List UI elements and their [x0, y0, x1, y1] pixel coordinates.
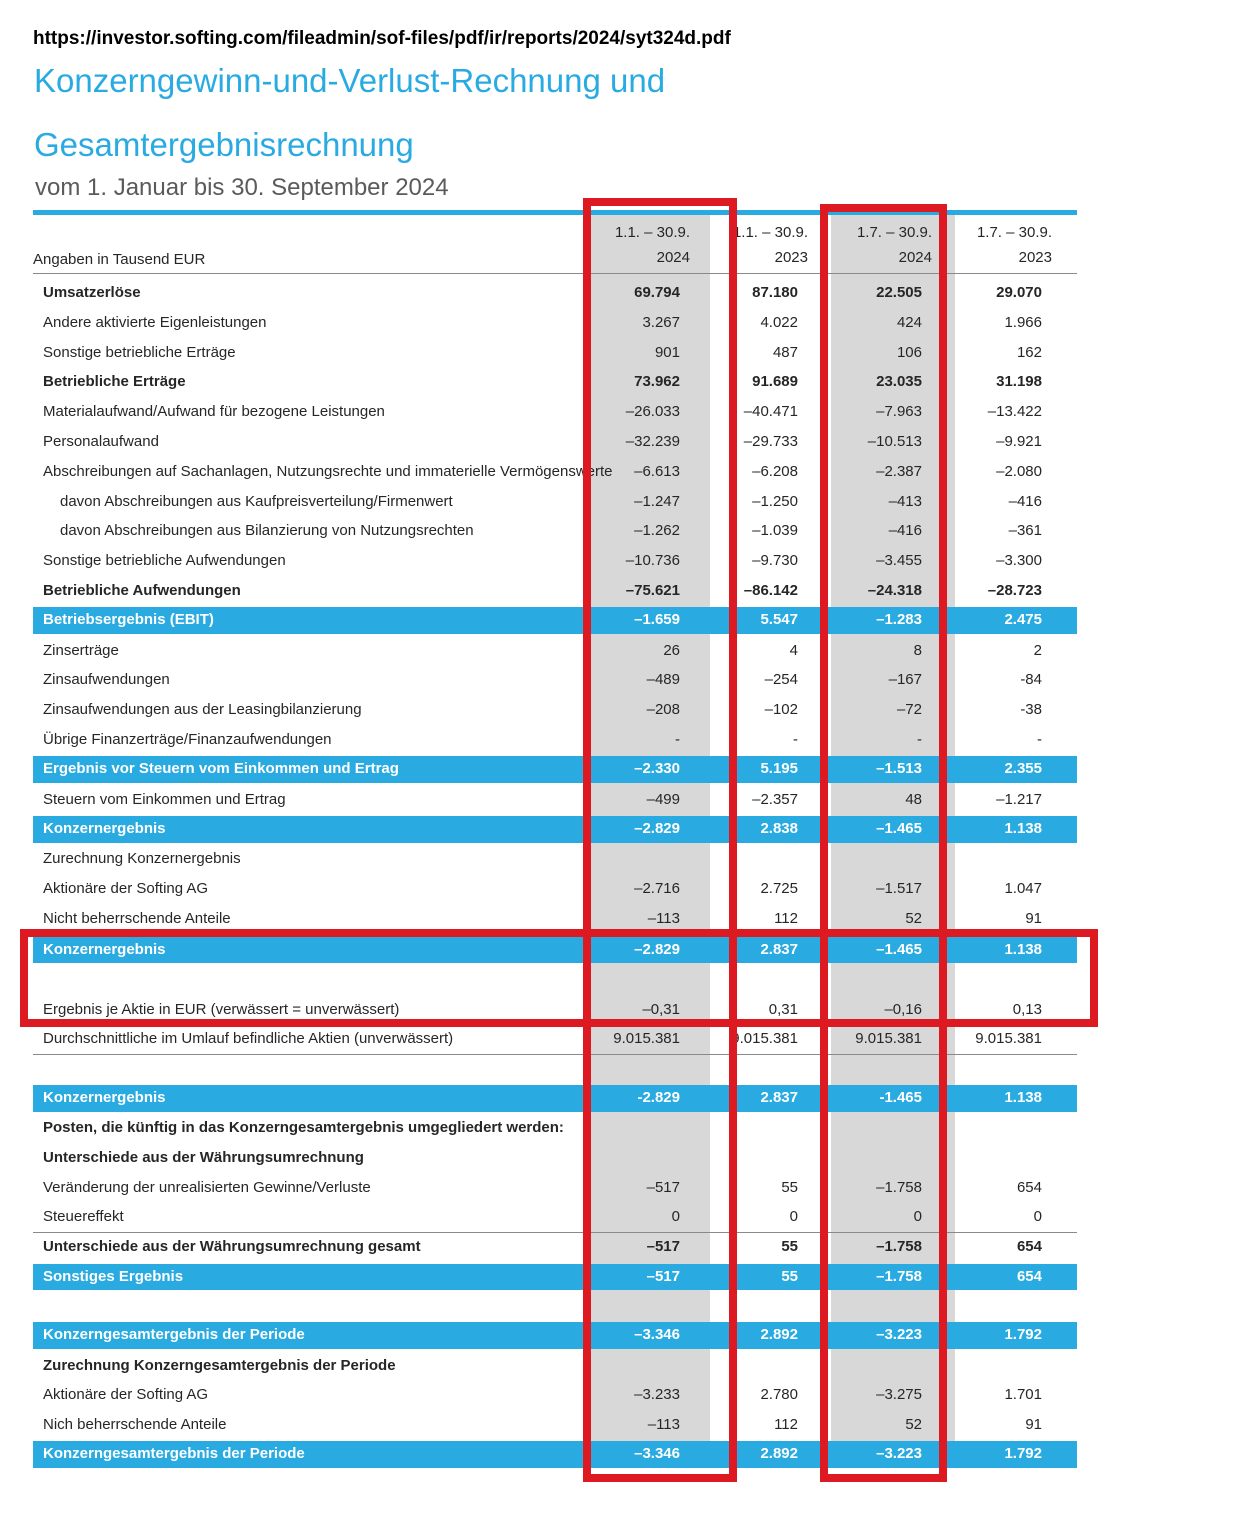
- highlight-row: [33, 1322, 1077, 1349]
- value-cell: –3.223: [876, 1326, 922, 1344]
- value-cell: –24.318: [867, 581, 922, 599]
- value-cell: 9.015.381: [855, 1030, 922, 1048]
- value-cell: –0,31: [642, 1000, 680, 1018]
- value-cell: [922, 1351, 1042, 1381]
- row-end-padding: [1042, 785, 1067, 815]
- value-cell: [543, 844, 680, 874]
- value-cell: 0: [913, 1208, 922, 1226]
- value-cell: -: [793, 730, 798, 748]
- value-cell: –1.262: [634, 522, 680, 540]
- table-row: [33, 487, 1077, 517]
- row-end-padding: [1042, 937, 1067, 964]
- value-cell: –1.758: [876, 1267, 922, 1285]
- unit-label: Angaben in Tausend EUR: [33, 251, 206, 268]
- value-cell: –1.758: [876, 1178, 922, 1196]
- value-cell: –1.513: [876, 760, 922, 778]
- highlight-row: [33, 1264, 1077, 1291]
- value-cell: 22.505: [876, 284, 922, 301]
- row-label: Betriebliche Aufwendungen: [43, 581, 241, 599]
- value-cell: 91: [1025, 909, 1042, 927]
- value-cell: 55: [781, 1267, 798, 1285]
- value-cell: 23.035: [876, 373, 922, 391]
- table-row: [33, 1351, 1077, 1381]
- section-gap: [33, 1292, 1077, 1321]
- value-cell: 2.780: [760, 1386, 798, 1404]
- row-label: Sonstige betriebliche Erträge: [43, 343, 236, 361]
- value-cell: 0,13: [1012, 1000, 1042, 1018]
- value-cell: –7.963: [876, 403, 922, 421]
- value-cell: 1.138: [1004, 819, 1042, 837]
- value-cell: –32.239: [625, 432, 680, 450]
- value-cell: [798, 1143, 922, 1173]
- value-cell: [798, 965, 922, 995]
- row-label: Zinserträge: [43, 641, 119, 659]
- value-cell: 424: [896, 313, 922, 331]
- row-end-padding: [1042, 874, 1067, 904]
- value-cell: -: [675, 730, 680, 748]
- table-row: [33, 338, 1077, 368]
- table-row: [33, 665, 1077, 695]
- value-cell: –113: [647, 909, 680, 927]
- value-cell: 26: [663, 641, 680, 659]
- column-year: 2024: [656, 249, 690, 266]
- row-end-padding: [1042, 904, 1067, 934]
- table-row: [33, 1143, 1077, 1173]
- table-row: [33, 576, 1077, 606]
- highlight-row: [33, 1085, 1077, 1112]
- value-cell: 52: [905, 909, 922, 927]
- value-cell: 654: [1016, 1267, 1042, 1285]
- row-end-padding: [1042, 816, 1067, 843]
- row-label: Konzernergebnis: [43, 940, 166, 958]
- value-cell: 9.015.381: [975, 1030, 1042, 1048]
- row-end-padding: [1042, 844, 1067, 874]
- value-cell: [680, 1351, 798, 1381]
- row-label: Steuereffekt: [43, 1208, 124, 1226]
- row-end-padding: [1042, 1202, 1067, 1232]
- value-cell: –167: [888, 671, 922, 689]
- value-cell: –517: [646, 1238, 680, 1256]
- value-cell: 31.198: [996, 373, 1042, 391]
- value-cell: [680, 1143, 798, 1173]
- value-cell: –1.465: [876, 819, 922, 837]
- value-cell: 1.792: [1004, 1326, 1042, 1344]
- value-cell: –3.233: [634, 1386, 680, 1404]
- value-cell: –254: [764, 671, 798, 689]
- value-cell: –75.621: [625, 581, 680, 599]
- table-row: [33, 397, 1077, 427]
- value-cell: 2.475: [1004, 611, 1042, 629]
- row-label: Materialaufwand/Aufwand für bezogene Leistungen: [43, 403, 385, 421]
- row-end-padding: [1042, 1113, 1067, 1143]
- value-cell: –10.736: [625, 552, 680, 570]
- table-row: [33, 308, 1077, 338]
- row-end-padding: [1042, 1024, 1067, 1054]
- value-cell: –416: [1008, 492, 1042, 510]
- highlight-row: [33, 937, 1077, 964]
- section-gap: [33, 1054, 1077, 1083]
- value-cell: 654: [1016, 1238, 1042, 1256]
- table-row: [33, 278, 1077, 308]
- value-cell: 91.689: [752, 373, 798, 391]
- column-period: 1.7. – 30.9.: [856, 224, 932, 241]
- row-end-padding: [1042, 1232, 1067, 1262]
- value-cell: 1.701: [1004, 1386, 1042, 1404]
- income-statement-table: [33, 210, 1077, 1470]
- value-cell: 3.267: [642, 313, 680, 331]
- value-cell: [680, 1113, 798, 1143]
- row-label: Personalaufwand: [43, 432, 159, 450]
- row-end-padding: [1042, 546, 1067, 576]
- table-row: [33, 1232, 1077, 1262]
- value-cell: 0: [1033, 1208, 1042, 1226]
- row-label: Konzerngesamtergebnis der Periode: [43, 1326, 305, 1344]
- table-row: [33, 725, 1077, 755]
- column-header-9m-2024: [543, 220, 690, 270]
- row-label: [33, 965, 543, 995]
- row-end-padding: [1042, 1410, 1067, 1440]
- row-end-padding: [1042, 308, 1067, 338]
- row-end-padding: [1042, 367, 1067, 397]
- row-end-padding: [1042, 1351, 1067, 1381]
- value-cell: –102: [764, 701, 798, 719]
- value-cell: –208: [646, 701, 680, 719]
- value-cell: 9.015.381: [731, 1030, 798, 1048]
- value-cell: 487: [772, 343, 798, 361]
- row-end-padding: [1042, 457, 1067, 487]
- row-end-padding: [1042, 695, 1067, 725]
- value-cell: –113: [647, 1416, 680, 1434]
- value-cell: [922, 1143, 1042, 1173]
- value-cell: [543, 1351, 680, 1381]
- value-cell: 2.837: [760, 940, 798, 958]
- value-cell: –2.357: [752, 790, 798, 808]
- table-row: [33, 1113, 1077, 1143]
- row-end-padding: [1042, 756, 1067, 783]
- page-title-line-2: Gesamtergebnisrechnung: [34, 126, 414, 163]
- value-cell: 8: [913, 641, 922, 659]
- source-url: https://investor.softing.com/fileadmin/sof-files/pdf/ir/reports/2024/syt324d.pdf: [33, 28, 731, 49]
- value-cell: 2.838: [760, 819, 798, 837]
- row-end-padding: [1042, 1085, 1067, 1112]
- value-cell: [543, 1113, 680, 1143]
- value-cell: 55: [781, 1238, 798, 1256]
- column-period: 1.1. – 30.9.: [732, 224, 808, 241]
- row-label: Sonstiges Ergebnis: [43, 1267, 184, 1285]
- row-label: Zurechnung Konzernergebnis: [43, 850, 241, 868]
- row-label: Aktionäre der Softing AG: [43, 1386, 209, 1404]
- column-period: 1.1. – 30.9.: [614, 224, 690, 241]
- value-cell: –1.250: [752, 492, 798, 510]
- row-label: Ergebnis vor Steuern vom Einkommen und Ertrag: [43, 760, 399, 778]
- value-cell: –489: [646, 671, 680, 689]
- value-cell: 91: [1025, 1416, 1042, 1434]
- value-cell: 1.138: [1004, 940, 1042, 958]
- value-cell: 73.962: [634, 373, 680, 391]
- value-cell: –499: [646, 790, 680, 808]
- value-cell: –1.039: [752, 522, 798, 540]
- value-cell: -: [917, 730, 922, 748]
- value-cell: [798, 844, 922, 874]
- value-cell: –416: [888, 522, 922, 540]
- value-cell: 162: [1016, 343, 1042, 361]
- value-cell: [543, 1143, 680, 1173]
- value-cell: –2.829: [634, 819, 680, 837]
- value-cell: 29.070: [996, 284, 1042, 301]
- value-cell: –1.247: [634, 492, 680, 510]
- row-end-padding: [1042, 607, 1067, 634]
- value-cell: –517: [646, 1178, 680, 1196]
- column-header-q3-2024: [808, 220, 932, 270]
- row-end-padding: [1042, 487, 1067, 517]
- value-cell: 4: [789, 641, 798, 659]
- row-label: Nicht beherrschende Anteile: [43, 909, 231, 927]
- table-row: [33, 1202, 1077, 1232]
- row-label: Konzernergebnis: [43, 1088, 166, 1106]
- value-cell: [680, 844, 798, 874]
- value-cell: –2.716: [634, 879, 680, 897]
- value-cell: [922, 1113, 1042, 1143]
- value-cell: -: [1037, 730, 1042, 748]
- value-cell: -1.465: [879, 1088, 922, 1106]
- value-cell: 2: [1033, 641, 1042, 659]
- value-cell: –3.300: [996, 552, 1042, 570]
- column-period: 1.7. – 30.9.: [976, 224, 1052, 241]
- row-label: Umsatzerlöse: [43, 284, 141, 301]
- row-end-padding: [1042, 338, 1067, 368]
- value-cell: –2.829: [634, 940, 680, 958]
- value-cell: 69.794: [634, 284, 680, 301]
- row-label: Aktionäre der Softing AG: [43, 879, 209, 897]
- table-row: [33, 367, 1077, 397]
- value-cell: 2.837: [760, 1088, 798, 1106]
- row-label: Durchschnittliche im Umlauf befindliche Aktien (unverwässert): [43, 1030, 454, 1048]
- value-cell: –13.422: [987, 403, 1042, 421]
- value-cell: 2.892: [760, 1445, 798, 1463]
- table-row: [33, 1024, 1077, 1054]
- row-end-padding: [1042, 665, 1067, 695]
- value-cell: 1.138: [1004, 1088, 1042, 1106]
- row-label: Sonstige betriebliche Aufwendungen: [43, 552, 286, 570]
- value-cell: –1.465: [876, 940, 922, 958]
- table-row: [33, 874, 1077, 904]
- value-cell: –9.921: [996, 432, 1042, 450]
- value-cell: –10.513: [867, 432, 922, 450]
- value-cell: [922, 844, 1042, 874]
- value-cell: –28.723: [987, 581, 1042, 599]
- value-cell: –1.659: [634, 611, 680, 629]
- value-cell: 0: [671, 1208, 680, 1226]
- table-row: [33, 516, 1077, 546]
- table-row: [33, 427, 1077, 457]
- row-label: Ergebnis je Aktie in EUR (verwässert = unverwässert): [43, 1000, 400, 1018]
- value-cell: -38: [1020, 701, 1042, 719]
- column-year: 2023: [1018, 249, 1052, 266]
- value-cell: –26.033: [625, 403, 680, 421]
- table-row: [33, 995, 1077, 1025]
- row-label: Posten, die künftig in das Konzerngesamtergebnis umgegliedert werden:: [43, 1119, 564, 1137]
- value-cell: –9.730: [752, 552, 798, 570]
- value-cell: 112: [774, 909, 798, 927]
- value-cell: –1.283: [876, 611, 922, 629]
- row-end-padding: [1042, 397, 1067, 427]
- value-cell: [798, 1351, 922, 1381]
- highlight-row: [33, 756, 1077, 783]
- table-row: [33, 457, 1077, 487]
- row-end-padding: [1042, 636, 1067, 666]
- value-cell: –3.346: [634, 1445, 680, 1463]
- value-cell: –361: [1008, 522, 1042, 540]
- value-cell: 654: [1016, 1178, 1042, 1196]
- row-label: Übrige Finanzerträge/Finanzaufwendungen: [43, 730, 332, 748]
- row-end-padding: [1042, 576, 1067, 606]
- value-cell: [543, 965, 680, 995]
- value-cell: –2.330: [634, 760, 680, 778]
- table-row: [33, 844, 1077, 874]
- value-cell: –1.517: [876, 879, 922, 897]
- value-cell: 52: [905, 1416, 922, 1434]
- table-header: [33, 215, 1077, 274]
- value-cell: –40.471: [743, 403, 798, 421]
- row-end-padding: [1042, 516, 1067, 546]
- page-subtitle: vom 1. Januar bis 30. September 2024: [35, 174, 449, 201]
- value-cell: –3.275: [876, 1386, 922, 1404]
- row-end-padding: [1042, 1441, 1067, 1468]
- value-cell: 48: [905, 790, 922, 808]
- value-cell: 87.180: [752, 284, 798, 301]
- column-year: 2024: [898, 249, 932, 266]
- value-cell: –86.142: [743, 581, 798, 599]
- value-cell: –3.223: [876, 1445, 922, 1463]
- table-row: [33, 695, 1077, 725]
- value-cell: 112: [774, 1416, 798, 1434]
- row-label: Betriebsergebnis (EBIT): [43, 611, 214, 629]
- table-row: [33, 1173, 1077, 1203]
- value-cell: 4.022: [760, 313, 798, 331]
- table-body: [33, 278, 1077, 1468]
- value-cell: –3.455: [876, 552, 922, 570]
- value-cell: 9.015.381: [613, 1030, 680, 1048]
- highlight-row: [33, 816, 1077, 843]
- row-end-padding: [1042, 1143, 1067, 1173]
- table-row: [33, 965, 1077, 995]
- value-cell: –0,16: [884, 1000, 922, 1018]
- column-header-9m-2023: [690, 220, 808, 270]
- table-row: [33, 1410, 1077, 1440]
- value-cell: 901: [654, 343, 680, 361]
- value-cell: -84: [1020, 671, 1042, 689]
- value-cell: [922, 965, 1042, 995]
- value-cell: –413: [888, 492, 922, 510]
- value-cell: 1.792: [1004, 1445, 1042, 1463]
- value-cell: 2.725: [760, 879, 798, 897]
- value-cell: –29.733: [743, 432, 798, 450]
- value-cell: 0: [789, 1208, 798, 1226]
- row-end-padding: [1042, 965, 1067, 995]
- row-end-padding: [1042, 1264, 1067, 1291]
- table-row: [33, 785, 1077, 815]
- row-label: Konzerngesamtergebnis der Periode: [43, 1445, 305, 1463]
- value-cell: –6.208: [752, 462, 798, 480]
- row-label: Nich beherrschende Anteile: [43, 1416, 227, 1434]
- table-row: [33, 546, 1077, 576]
- row-label: Steuern vom Einkommen und Ertrag: [43, 790, 286, 808]
- value-cell: [798, 1113, 922, 1143]
- value-cell: [680, 965, 798, 995]
- row-label: Betriebliche Erträge: [43, 373, 186, 391]
- row-label: Konzernergebnis: [43, 819, 166, 837]
- value-cell: -2.829: [637, 1088, 680, 1106]
- value-cell: –2.387: [876, 462, 922, 480]
- row-label: Zurechnung Konzerngesamtergebnis der Periode: [43, 1356, 396, 1374]
- row-end-padding: [1042, 1322, 1067, 1349]
- value-cell: –72: [896, 701, 922, 719]
- value-cell: –3.346: [634, 1326, 680, 1344]
- row-end-padding: [1042, 278, 1067, 308]
- row-label: Andere aktivierte Eigenleistungen: [43, 313, 267, 331]
- row-label: davon Abschreibungen aus Bilanzierung von Nutzungsrechten: [60, 522, 474, 540]
- row-end-padding: [1042, 1173, 1067, 1203]
- value-cell: –517: [646, 1267, 680, 1285]
- highlight-row: [33, 1441, 1077, 1468]
- value-cell: 106: [896, 343, 922, 361]
- row-label: Zinsaufwendungen: [43, 671, 170, 689]
- value-cell: –6.613: [634, 462, 680, 480]
- value-cell: 5.195: [760, 760, 798, 778]
- value-cell: 55: [781, 1178, 798, 1196]
- row-label: Zinsaufwendungen aus der Leasingbilanzierung: [43, 701, 362, 719]
- value-cell: 0,31: [768, 1000, 798, 1018]
- table-row: [33, 904, 1077, 934]
- value-cell: 2.355: [1004, 760, 1042, 778]
- value-cell: 2.892: [760, 1326, 798, 1344]
- table-row: [33, 636, 1077, 666]
- row-label: Veränderung der unrealisierten Gewinne/Verluste: [43, 1178, 371, 1196]
- column-header-q3-2023: [932, 220, 1052, 270]
- page-title-line-1: Konzerngewinn-und-Verlust-Rechnung und: [34, 62, 666, 99]
- row-label: davon Abschreibungen aus Kaufpreisverteilung/Firmenwert: [60, 492, 453, 510]
- value-cell: –1.758: [876, 1238, 922, 1256]
- table-row: [33, 1380, 1077, 1410]
- row-end-padding: [1042, 995, 1067, 1025]
- value-cell: 1.047: [1004, 879, 1042, 897]
- highlight-row: [33, 607, 1077, 634]
- value-cell: –1.217: [996, 790, 1042, 808]
- value-cell: 5.547: [760, 611, 798, 629]
- row-label: Abschreibungen auf Sachanlagen, Nutzungsrechte und immaterielle Vermögenswerte: [43, 462, 613, 480]
- row-end-padding: [1042, 725, 1067, 755]
- value-cell: –2.080: [996, 462, 1042, 480]
- row-label: Unterschiede aus der Währungsumrechnung: [43, 1148, 364, 1166]
- row-end-padding: [1042, 427, 1067, 457]
- value-cell: 1.966: [1004, 313, 1042, 331]
- column-year: 2023: [774, 249, 808, 266]
- row-label: Unterschiede aus der Währungsumrechnung gesamt: [43, 1238, 421, 1256]
- row-end-padding: [1042, 1380, 1067, 1410]
